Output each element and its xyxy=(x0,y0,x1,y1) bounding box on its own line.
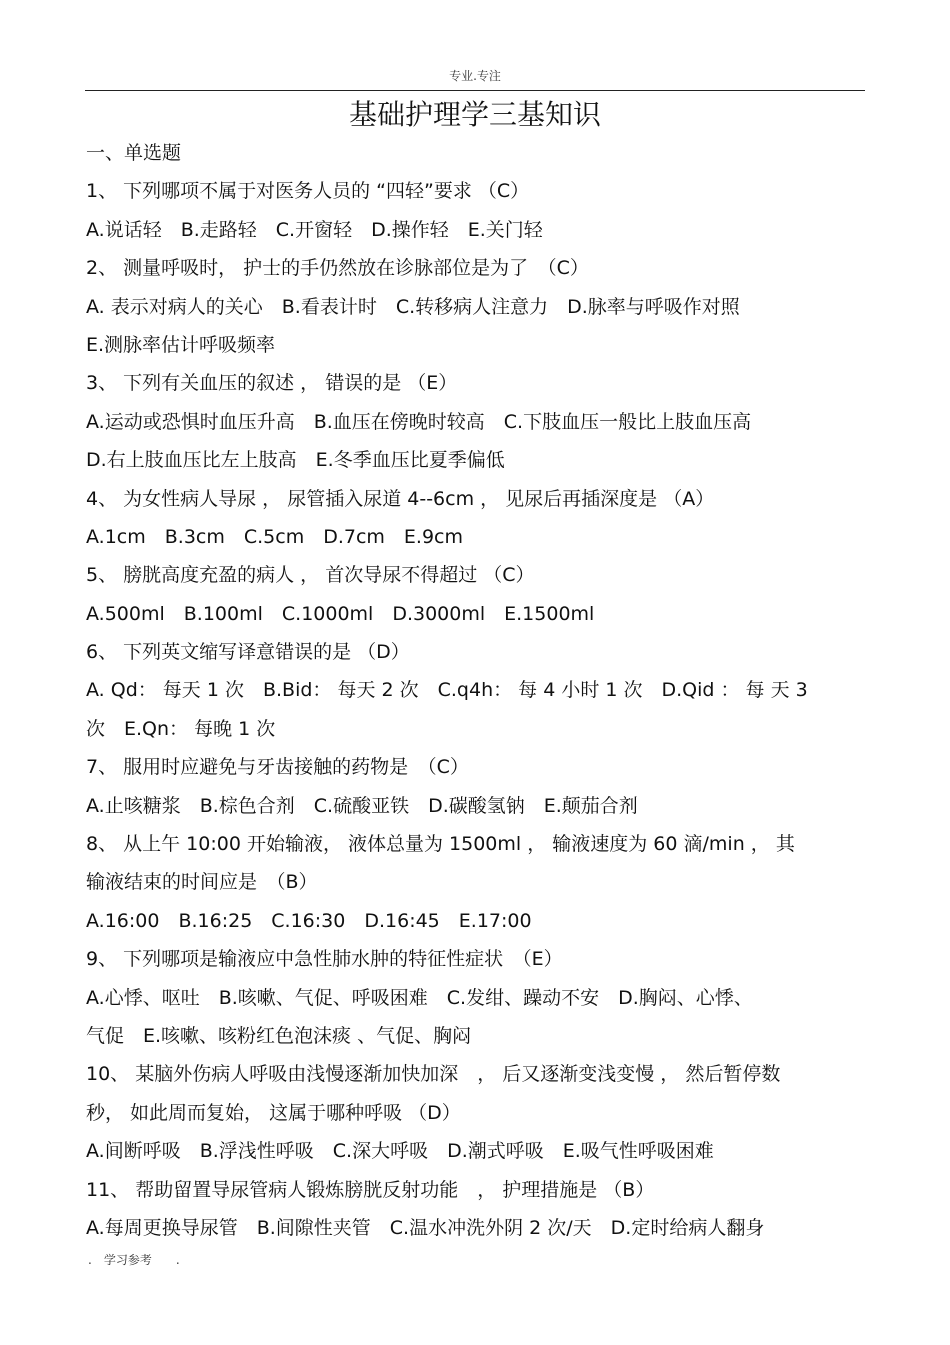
text-line: 10、 某脑外伤病人呼吸由浅慢逐渐加快加深 ， 后又逐渐变浅变慢 ， 然后暂停数 xyxy=(86,1063,781,1086)
text-line: D.右上肢血压比左上肢高 E.冬季血压比夏季偏低 xyxy=(86,449,505,472)
text-line: 2、 测量呼吸时， 护士的手仍然放在诊脉部位是为了 （C） xyxy=(86,257,589,280)
page-footer: . 学习参考 . xyxy=(88,1253,180,1267)
text-line: 9、 下列哪项是输液应中急性肺水肿的特征性症状 （E） xyxy=(86,948,563,971)
text-line: E.测脉率估计呼吸频率 xyxy=(86,333,276,356)
text-line: 1、 下列哪项不属于对医务人员的 “四轻”要求 （C） xyxy=(86,180,530,203)
text-line: 秒， 如此周而复始， 这属于哪种呼吸 （D） xyxy=(86,1101,461,1124)
text-line: 一、单选题 xyxy=(86,142,182,164)
document-body xyxy=(86,134,866,1247)
document-title: 基础护理学三基知识 xyxy=(348,98,601,131)
text-line: A.间断呼吸 B.浮浅性呼吸 C.深大呼吸 D.潮式呼吸 E.吸气性呼吸困难 xyxy=(86,1140,714,1163)
page-header: 专业.专注 xyxy=(449,69,501,83)
text-line: 8、 从上午 10:00 开始输液， 液体总量为 1500ml ， 输液速度为 60 滴/min ， 其 xyxy=(86,833,795,856)
header-divider xyxy=(85,90,865,91)
text-line: A. 表示对病人的关心 B.看表计时 C.转移病人注意力 D.脉率与呼吸作对照 xyxy=(86,295,740,318)
text-line: A. Qd： 每天 1 次 B.Bid： 每天 2 次 C.q4h： 每 4 小时 1 次 D.Qid ： 每 天 3 xyxy=(86,679,808,702)
text-line: A.16:00 B.16:25 C.16:30 D.16:45 E.17:00 xyxy=(86,909,532,932)
text-line: A.运动或恐惧时血压升高 B.血压在傍晚时较高 C.下肢血压一般比上肢血压高 xyxy=(86,410,752,433)
text-line: 11、 帮助留置导尿管病人锻炼膀胱反射功能 ， 护理措施是 （B） xyxy=(86,1178,655,1201)
text-line: 7、 服用时应避免与牙齿接触的药物是 （C） xyxy=(86,756,469,779)
text-line: A.心悸、呕吐 B.咳嗽、气促、呼吸困难 C.发绀、躁动不安 D.胸闷、心悸、 xyxy=(86,986,753,1009)
text-line: A.止咳糖浆 B.棕色合剂 C.硫酸亚铁 D.碳酸氢钠 E.颠茄合剂 xyxy=(86,794,638,817)
text-line: 6、 下列英文缩写译意错误的是 （D） xyxy=(86,641,410,664)
text-line: 5、 膀胱高度充盈的病人 ， 首次导尿不得超过 （C） xyxy=(86,564,535,587)
text-line: 4、 为女性病人导尿 ， 尿管插入尿道 4--6cm ， 见尿后再插深度是 （A） xyxy=(86,487,715,510)
text-line: 输液结束的时间应是 （B） xyxy=(86,871,318,894)
text-line: A.500ml B.100ml C.1000ml D.3000ml E.1500ml xyxy=(86,602,595,625)
text-line: 气促 E.咳嗽、咳粉红色泡沫痰 、气促、胸闷 xyxy=(86,1024,472,1047)
text-line: A.说话轻 B.走路轻 C.开窗轻 D.操作轻 E.关门轻 xyxy=(86,218,543,241)
text-line: A.1cm B.3cm C.5cm D.7cm E.9cm xyxy=(86,525,464,548)
text-line: 次 E.Qn： 每晚 1 次 xyxy=(86,717,276,740)
text-line: 3、 下列有关血压的叙述 ， 错误的是 （E） xyxy=(86,372,458,395)
text-line: A.每周更换导尿管 B.间隙性夹管 C.温水冲洗外阴 2 次/天 D.定时给病人翻身 xyxy=(86,1216,765,1239)
